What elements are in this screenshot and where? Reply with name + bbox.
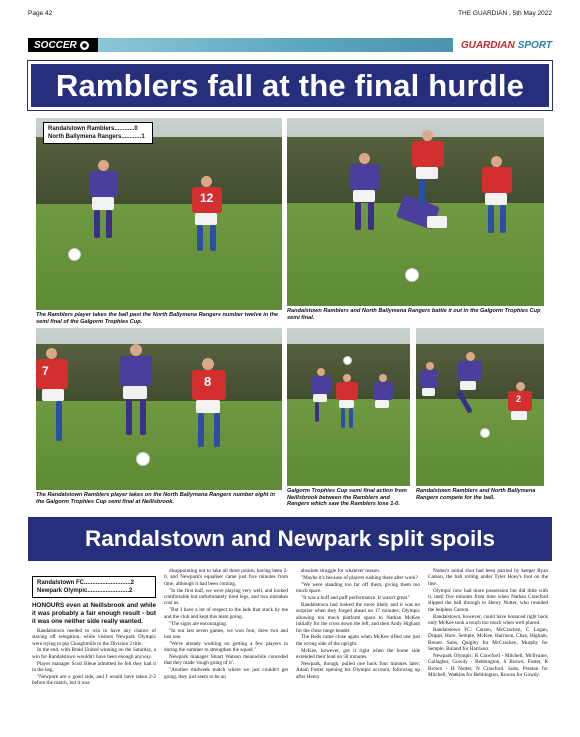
brand-logo [453,38,552,52]
paragraph: "In our last seven games, we won four, drew two and lost one. [164,627,288,640]
article-column-1 [32,568,156,687]
paragraph: Newpark manager Stuart Watson meanwhile conceded that they made 'rough going of it'. [164,654,288,667]
photo-4 [287,328,410,486]
paragraph: "It was a huff and puff performance. It wasn't great." [301,595,411,602]
paragraph: "Maybe it's because of players rushing there after work? [301,574,418,581]
paragraph: "But I have a lot of respect to the lads that stuck by me and the club and kept this team going. [164,607,288,620]
paragraph: Randalstown had looked the more likely and it was no surprise when they forged ahead on 17 minutes; Olympic allowing too much platform space to Nathan McKee initially for the cross down the left, and then Andy Higham for the close range header. [296,601,420,634]
section-bar [28,38,552,52]
shirt-number: 7 [42,364,49,378]
score-line-away: Newpark Olympic.........................2 [37,588,133,595]
article-column-3 [296,568,420,681]
football-icon [80,41,89,50]
paragraph: "In the first half, we were playing very well, and looked comfortable but unfortunately tired legs, and two mistakes cost us. [164,587,288,607]
section-label: SOCCER [34,39,77,51]
photo-5 [416,328,544,486]
paragraph: "We're already working on getting a few players in during the summer to strengthen the squad." [164,640,288,654]
caption-2: Randalstown Ramblers and North Ballymena Rangers battle it out in the Galgorm Trophies Cup semi final. [287,308,541,321]
article-column-2 [164,568,288,681]
paragraph: "We were standing too far off them, giving them too much space. [296,581,420,595]
football [480,428,490,438]
page-header-line [28,10,552,20]
shirt-number: 8 [204,374,212,389]
paragraph: McKee, however, got it right when the home side extended their lead on 58 minutes. [296,647,420,661]
headline-banner [28,61,552,110]
paragraph: Randalstown FC: Carson, McCracken, C Logan, Dripps, Hore, Semple, McKee, Harrison, Chan, Higham, Breuer. Subs, Quigley for McCracken, Murphy for Semple, Boland for Harrison. [428,627,548,653]
photo-1 [36,118,282,310]
brand-sub: SPORT [517,39,552,51]
paragraph: Nutter's initial shot had been parried by keeper Ryan Carson, the ball rolling under Tyler Hoey's foot on the line. [428,568,548,587]
score-box-1 [43,122,153,144]
caption-3: The Randalstown Ramblers player takes on the North Ballymena Rangers number eight in the Galgorm Trophies Cup semi final at Neillsbrook. [36,492,276,505]
paragraph: "Newpark are a good side, and I would have taken 2-2 before the match, but it was [32,674,156,687]
article-intro: HONOURS even at Neillsbrook and while it was probably a fair enough result - but it was one neither side really wanted. [32,602,156,625]
football [136,452,150,466]
paragraph: The Reds came close again when McKee rifled one just the wrong side of the upright. [296,634,420,647]
subheadline-banner [28,517,552,561]
caption-4: Galgorm Trophies Cup semi final action from Neillsbrook between the Ramblers and Rangers which saw the Ramblers lose 1-0. [287,488,407,508]
paragraph: "Another midweek match where we just couldn't get going, they just seem to be an [164,667,288,680]
shirt-number: 12 [200,191,214,205]
paragraph: Newpark, though, pulled one back four minutes later; Adam Foster opening his Olympic account, following up after Henry [296,660,420,680]
second-headline: Randalstown and Newpark split spoils [84,526,496,551]
photo-2 [287,118,544,306]
photo-3 [36,328,282,490]
paragraph: Newpark Olympic: R Crawford - Mitchell, McIlvaine, Gallagher, Gowdy - Bebbington, S Brown, Foster, R Brown - H Nutter, N Crawford. Subs, Preston for Mitchell, Watkins for Bebbington, Rowan for Gowdy. [428,653,548,679]
paragraph: absolute struggle for whatever reason. [301,568,381,574]
football [405,268,419,282]
brand-main: GUARDIAN [460,39,515,51]
paragraph: Randalstown needed to win to have any chance of staving off relegation, while visitors Newpark Olympic were trying to pip Cloughmills to the Division 2 title. [32,627,156,647]
paragraph: "The signs are encouraging. [169,620,228,627]
score-line-away: North Ballymena Rangers............1 [48,134,145,141]
match-report [28,568,552,711]
score-line-home: Randalstown Ramblers............0 [48,126,138,132]
paragraph: In the end, with Braid United winning on the Saturday, a win for Randalstown wouldn't have been enough anyway. [32,647,156,660]
shirt-number: 2 [516,394,522,404]
main-headline: Ramblers fall at the final hurdle [55,67,525,103]
score-line-home: Randalstown FC............................2 [37,580,135,586]
section-tag [28,38,98,52]
publication-date: THE GUARDIAN , 5th May 2022 [458,10,552,17]
paragraph: Player manager Scott Bleue admitted he felt they had it in the bag. [32,660,156,674]
paragraph: disappointing not to take all three points, having been 2-0, and Newpark's equaliser came just five minutes from time, although it had been coming. [164,568,288,587]
article-column-4 [428,568,548,679]
section-rule [98,38,453,52]
football [68,248,81,261]
caption-5: Randalstown Ramblers and North Ballymena Rangers compete for the ball. [416,488,536,501]
caption-1: The Ramblers player takes the ball past the North Ballymena Rangers number twelve in the semi final of the Galgorm Trophies Cup. [36,312,279,325]
paragraph: Olympic now had more possession but did little with it, until five minutes from time when Nathan Crawford slipped the ball through to Henry Nutter, who rounded the helpless Carson. [428,587,548,613]
score-box-2 [32,576,156,598]
page-number: Page 42 [28,10,53,17]
paragraph: Randalstown, however, could have bounced right back only McKee took a touch too much when well placed. [428,613,548,627]
football [343,356,352,365]
